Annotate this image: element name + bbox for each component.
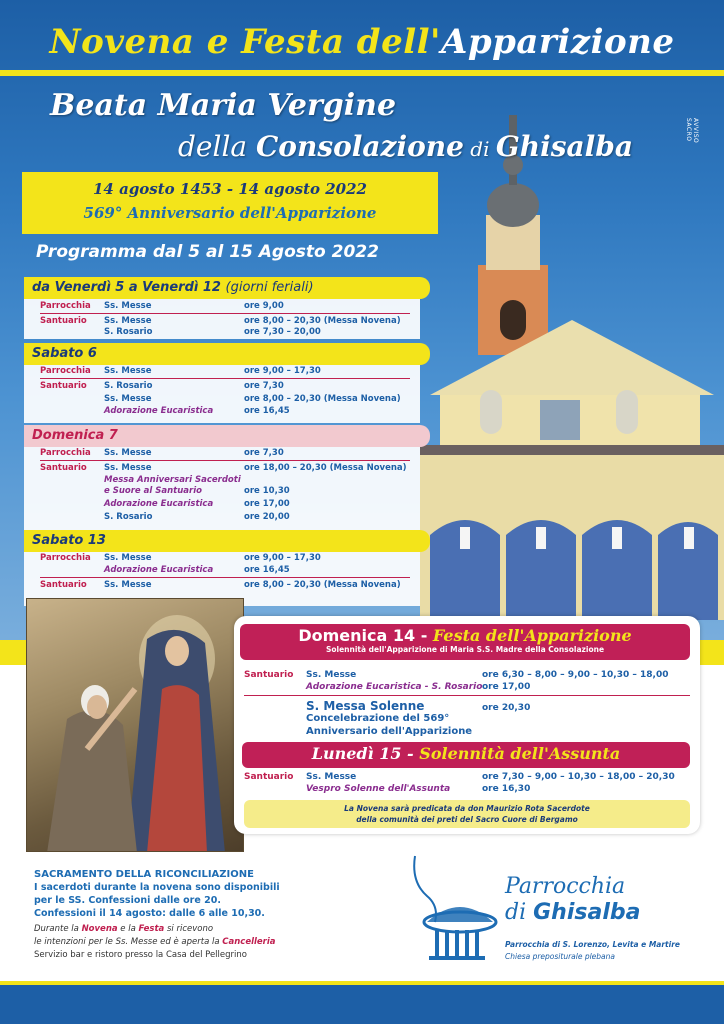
assunta-row-1: Santuario Ss. Messe ore 7,30 – 9,00 – 10,30 – 18,00 – 20,30 — [244, 772, 675, 782]
anniversary-box — [22, 172, 438, 234]
festa-row-3: S. Messa Solenne ore 20,30 — [306, 699, 531, 713]
parish-name-2: di Ghisalba — [505, 900, 641, 925]
s3-row-1: Parrocchia Ss. Messe ore 7,30 — [40, 448, 284, 458]
parish-logo-icon — [405, 852, 500, 962]
s3-row-2: Santuario Ss. Messe ore 18,00 – 20,30 (Messa Novena) — [40, 463, 407, 473]
s3-row-3b: e Suore al Santuario ore 10,30 — [104, 486, 290, 496]
s2-row-4: Adorazione Eucaristica ore 16,45 — [104, 406, 290, 416]
section-head-2: Sabato 6 — [24, 343, 430, 365]
parish-subtitle: Parrocchia di S. Lorenzo, Levita e Martire — [505, 940, 680, 949]
subtitle-virgin: Beata Maria Vergine — [50, 88, 397, 123]
painting-image — [27, 599, 244, 852]
avviso-sacro-label: AVVISO SACRO — [685, 118, 699, 144]
s1-row-1: Parrocchia Ss. Messe ore 9,00 — [40, 301, 284, 311]
festa-bar: Domenica 14 - Festa dell'Apparizione Solennità dell'Apparizione di Maria S.S. Madre della Consolazione — [240, 624, 690, 660]
anniversary-number: 569° Anniversario dell'Apparizione — [83, 204, 377, 222]
anniversary-dates: 14 agosto 1453 - 14 agosto 2022 — [93, 180, 367, 198]
festa-row-3c: Anniversario dell'Apparizione — [306, 726, 473, 737]
assunta-row-2: Vespro Solenne dell'Assunta ore 16,30 — [306, 784, 531, 794]
s3-row-3a: Messa Anniversari Sacerdoti — [104, 475, 241, 485]
apparition-painting — [26, 598, 244, 852]
section-head-3: Domenica 7 — [24, 425, 430, 447]
s4-divider — [40, 577, 410, 578]
main-title: Novena e Festa dell'Apparizione — [49, 22, 675, 62]
s2-row-2: Santuario S. Rosario ore 7,30 — [40, 381, 284, 391]
subtitle-consolation: della Consolazione di Ghisalba — [178, 130, 634, 163]
festa-row-2: Adorazione Eucaristica - S. Rosarioore 17,00 — [306, 682, 531, 692]
parish-logo — [405, 852, 695, 972]
s1-row-2: Santuario Ss. Messe ore 8,00 – 20,30 (Messa Novena) — [40, 316, 401, 326]
parish-church-type: Chiesa prepositurale plebana — [505, 952, 615, 961]
program-title: Programma dal 5 al 15 Agosto 2022 — [36, 242, 379, 262]
footer-band — [0, 985, 724, 1024]
s3-row-4: Adorazione Eucaristica ore 17,00 — [104, 499, 290, 509]
church-illustration — [420, 95, 724, 620]
section-head-1: da Venerdì 5 a Venerdì 12 (giorni feriali) — [24, 277, 430, 299]
s4-row-2: Adorazione Eucaristica ore 16,45 — [104, 565, 290, 575]
header-divider — [0, 70, 724, 76]
s4-row-3: Santuario Ss. Messe ore 8,00 – 20,30 (Messa Novena) — [40, 580, 401, 590]
preacher-note: La Novena sarà predicata da don Maurizio Rota Sacerdote della comunità dei preti del Sacro Cuore di Bergamo — [244, 800, 690, 828]
s2-row-1: Parrocchia Ss. Messe ore 9,00 – 17,30 — [40, 366, 321, 376]
festa-row-1: Santuario Ss. Messe ore 6,30 – 8,00 – 9,00 – 10,30 – 18,00 — [244, 670, 669, 680]
parish-name-1: Parrocchia — [505, 874, 626, 899]
assunta-bar: Lunedì 15 - Solennità dell'Assunta — [242, 742, 690, 768]
s3-divider — [40, 460, 410, 461]
section-head-4: Sabato 13 — [24, 530, 430, 552]
s2-divider — [40, 378, 410, 379]
s2-row-3: Ss. Messe ore 8,00 – 20,30 (Messa Novena) — [104, 394, 401, 404]
festa-divider — [244, 695, 690, 696]
s1-row-3: S. Rosario ore 7,30 – 20,00 — [104, 327, 321, 337]
s3-row-5: S. Rosario ore 20,00 — [104, 512, 290, 522]
s4-row-1: Parrocchia Ss. Messe ore 9,00 – 17,30 — [40, 553, 321, 563]
s1-divider — [40, 313, 410, 314]
reconciliation-info: SACRAMENTO DELLA RICONCILIAZIONE I sacerdoti durante la novena sono disponibili per le SS. Confessioni dalle ore 20. Confessioni il 14 agosto: dalle 6 alle 10,30. Durante la Novena e la Festa si ricevono le intenzioni per le Ss. Messe ed è aperta la Cancelleria Servizio bar e ristoro presso la Casa del Pellegrino — [34, 869, 280, 960]
festa-row-3b: Concelebrazione del 569° — [306, 713, 450, 724]
